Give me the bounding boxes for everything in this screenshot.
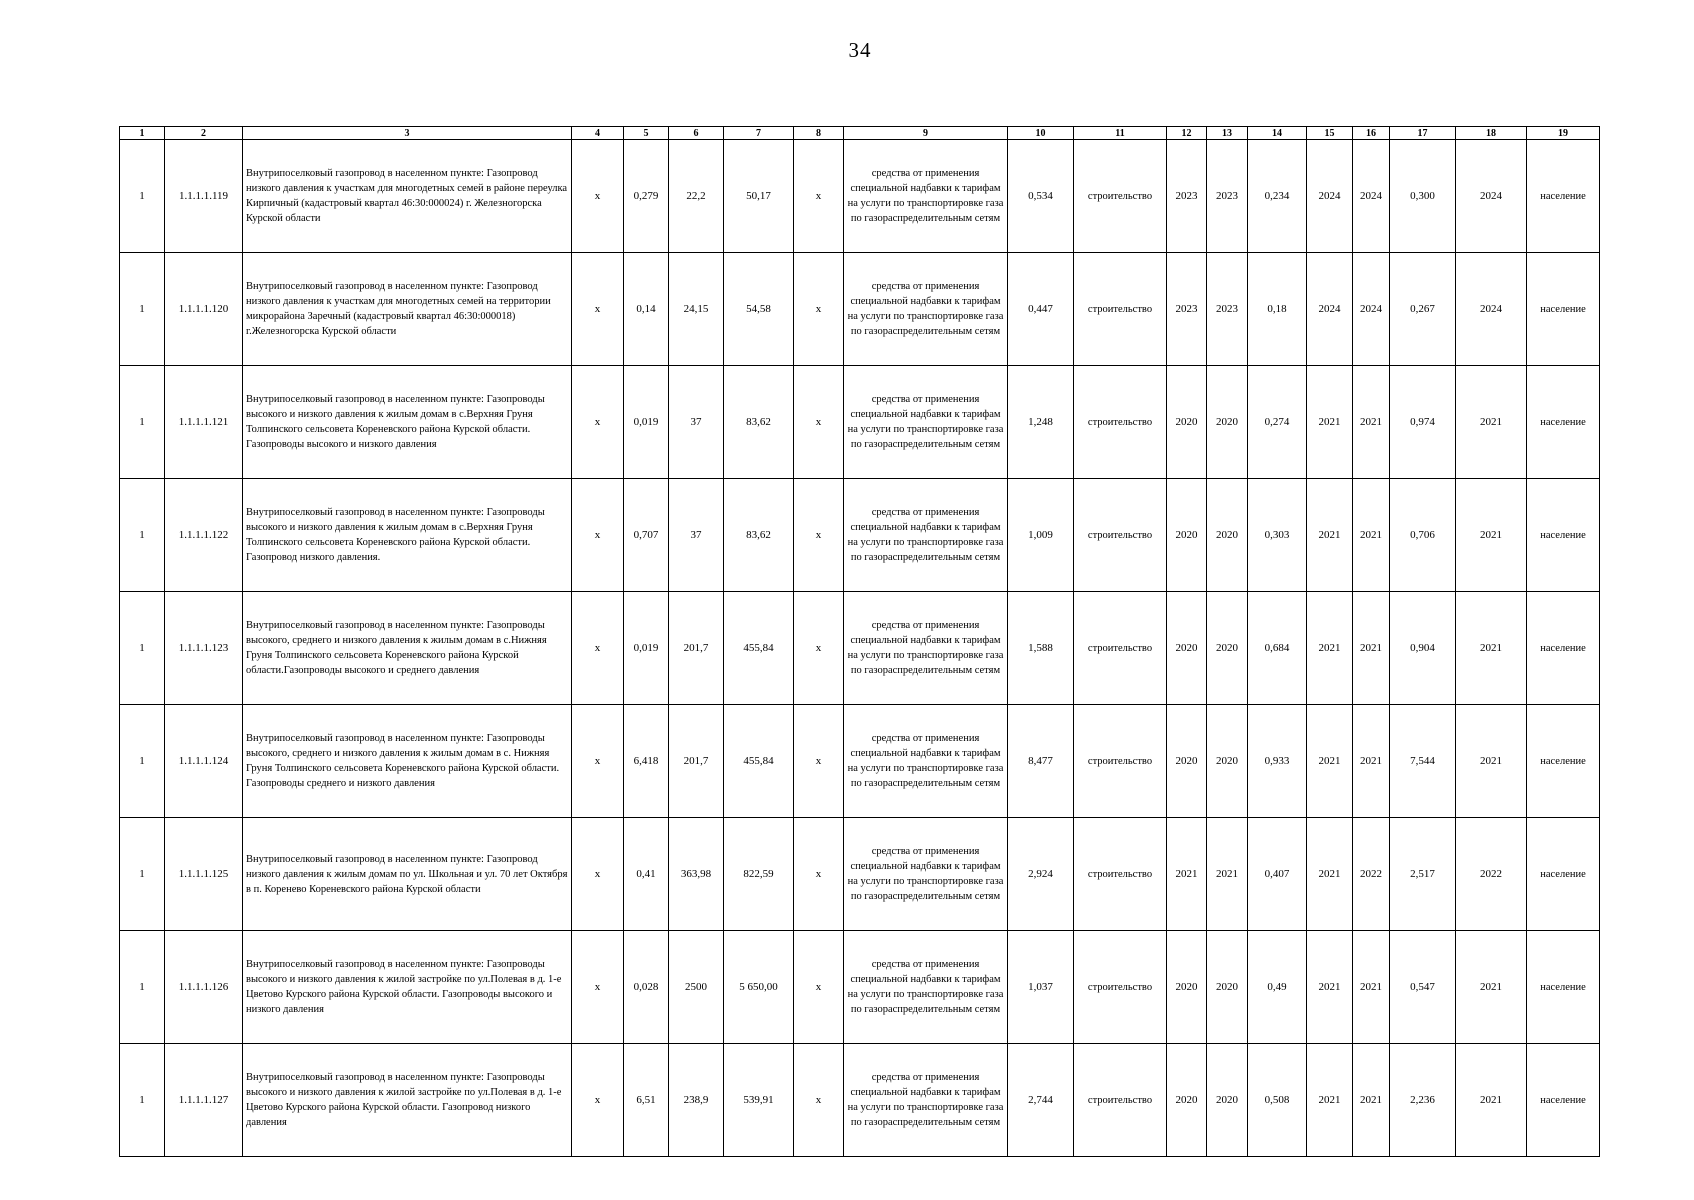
- funding-source-cell: средства от применения специальной надбавки к тарифам на услуги по транспортировке газа по газораспределительным сетям: [844, 479, 1008, 592]
- length-cell: 0,279: [624, 140, 669, 253]
- cell-14: 0,18: [1248, 253, 1307, 366]
- cell-4: x: [572, 818, 624, 931]
- cell-7: 455,84: [724, 592, 794, 705]
- column-header: 10: [1008, 127, 1074, 140]
- column-header: 14: [1248, 127, 1307, 140]
- cost-cell: 1,009: [1008, 479, 1074, 592]
- cell-6: 37: [669, 479, 724, 592]
- page-number: 34: [848, 38, 872, 62]
- cell-17: 0,974: [1390, 366, 1456, 479]
- cell-4: x: [572, 1044, 624, 1157]
- description-cell: Внутрипоселковый газопровод в населенном пункте: Газопровод низкого давления к жилым домам по ул. Школьная и ул. 70 лет Октября в п. Коренево Кореневского района Курской области: [243, 818, 572, 931]
- cell-16: 2024: [1353, 253, 1390, 366]
- description-cell: Внутрипоселковый газопровод в населенном пункте: Газопроводы высокого и низкого давления к жилым домам в с.Верхняя Груня Толпинского сельсовета Кореневского района Курской области. Газопроводы высокого и низкого давления: [243, 366, 572, 479]
- cell-7: 83,62: [724, 479, 794, 592]
- cell-16: 2022: [1353, 818, 1390, 931]
- length-cell: 0,019: [624, 366, 669, 479]
- investment-table: [119, 126, 1600, 1157]
- length-cell: 0,019: [624, 592, 669, 705]
- cell-7: 83,62: [724, 366, 794, 479]
- code-cell: 1.1.1.1.124: [165, 705, 243, 818]
- cell-7: 50,17: [724, 140, 794, 253]
- cell-13: 2020: [1207, 592, 1248, 705]
- cell-6: 201,7: [669, 592, 724, 705]
- group-cell: 1: [120, 140, 165, 253]
- column-header: 11: [1074, 127, 1167, 140]
- cell-13: 2023: [1207, 253, 1248, 366]
- group-cell: 1: [120, 253, 165, 366]
- cell-15: 2021: [1307, 479, 1353, 592]
- description-cell: Внутрипоселковый газопровод в населенном пункте: Газопроводы высокого, среднего и низкого давления к жилым домам в с.Нижняя Груня Толпинского сельсовета Кореневского района Курской области.Газопроводы высокого и среднего давления: [243, 592, 572, 705]
- cell-6: 37: [669, 366, 724, 479]
- cell-8: x: [794, 479, 844, 592]
- cell-7: 5 650,00: [724, 931, 794, 1044]
- beneficiary-cell: население: [1527, 253, 1600, 366]
- cost-cell: 1,588: [1008, 592, 1074, 705]
- table-row: [120, 479, 1600, 592]
- cell-15: 2021: [1307, 1044, 1353, 1157]
- cell-16: 2024: [1353, 140, 1390, 253]
- column-header: 4: [572, 127, 624, 140]
- cell-17: 0,904: [1390, 592, 1456, 705]
- work-type-cell: строительство: [1074, 818, 1167, 931]
- work-type-cell: строительство: [1074, 1044, 1167, 1157]
- length-cell: 0,028: [624, 931, 669, 1044]
- group-cell: 1: [120, 1044, 165, 1157]
- code-cell: 1.1.1.1.127: [165, 1044, 243, 1157]
- cell-16: 2021: [1353, 366, 1390, 479]
- cell-8: x: [794, 140, 844, 253]
- cell-6: 22,2: [669, 140, 724, 253]
- cell-14: 0,234: [1248, 140, 1307, 253]
- column-header: 1: [120, 127, 165, 140]
- table-row: [120, 1044, 1600, 1157]
- funding-source-cell: средства от применения специальной надбавки к тарифам на услуги по транспортировке газа по газораспределительным сетям: [844, 705, 1008, 818]
- start-year-cell: 2020: [1167, 705, 1207, 818]
- cell-14: 0,274: [1248, 366, 1307, 479]
- end-year-cell: 2024: [1456, 253, 1527, 366]
- column-header: 8: [794, 127, 844, 140]
- start-year-cell: 2023: [1167, 253, 1207, 366]
- cell-13: 2023: [1207, 140, 1248, 253]
- cell-17: 2,517: [1390, 818, 1456, 931]
- cell-8: x: [794, 592, 844, 705]
- cell-14: 0,508: [1248, 1044, 1307, 1157]
- start-year-cell: 2020: [1167, 931, 1207, 1044]
- cell-8: x: [794, 366, 844, 479]
- group-cell: 1: [120, 705, 165, 818]
- cell-8: x: [794, 705, 844, 818]
- cell-17: 0,267: [1390, 253, 1456, 366]
- length-cell: 0,41: [624, 818, 669, 931]
- cost-cell: 8,477: [1008, 705, 1074, 818]
- cell-15: 2021: [1307, 366, 1353, 479]
- cell-7: 539,91: [724, 1044, 794, 1157]
- code-cell: 1.1.1.1.125: [165, 818, 243, 931]
- cell-14: 0,303: [1248, 479, 1307, 592]
- cell-4: x: [572, 592, 624, 705]
- cell-8: x: [794, 931, 844, 1044]
- cell-13: 2020: [1207, 705, 1248, 818]
- description-cell: Внутрипоселковый газопровод в населенном пункте: Газопроводы высокого и низкого давления к жилой застройке по ул.Полевая в д. 1-е Цветово Курского района Курской области. Газопровод низкого давления: [243, 1044, 572, 1157]
- beneficiary-cell: население: [1527, 818, 1600, 931]
- column-header: 3: [243, 127, 572, 140]
- funding-source-cell: средства от применения специальной надбавки к тарифам на услуги по транспортировке газа по газораспределительным сетям: [844, 931, 1008, 1044]
- column-header: 7: [724, 127, 794, 140]
- description-cell: Внутрипоселковый газопровод в населенном пункте: Газопровод низкого давления к участкам для многодетных семей на территории микрорайона Заречный (кадастровый квартал 46:30:000018) г.Железногорска Курской области: [243, 253, 572, 366]
- code-cell: 1.1.1.1.126: [165, 931, 243, 1044]
- description-cell: Внутрипоселковый газопровод в населенном пункте: Газопровод низкого давления к участкам для многодетных семей в районе переулка Кирпичный (кадастровый квартал 46:30:000024) г. Железногорска Курской области: [243, 140, 572, 253]
- table-row: [120, 253, 1600, 366]
- work-type-cell: строительство: [1074, 140, 1167, 253]
- start-year-cell: 2020: [1167, 592, 1207, 705]
- funding-source-cell: средства от применения специальной надбавки к тарифам на услуги по транспортировке газа по газораспределительным сетям: [844, 592, 1008, 705]
- cell-17: 2,236: [1390, 1044, 1456, 1157]
- code-cell: 1.1.1.1.121: [165, 366, 243, 479]
- cost-cell: 2,924: [1008, 818, 1074, 931]
- cell-15: 2021: [1307, 705, 1353, 818]
- cost-cell: 0,534: [1008, 140, 1074, 253]
- column-header: 18: [1456, 127, 1527, 140]
- cell-15: 2024: [1307, 140, 1353, 253]
- cell-16: 2021: [1353, 479, 1390, 592]
- cell-16: 2021: [1353, 931, 1390, 1044]
- code-cell: 1.1.1.1.120: [165, 253, 243, 366]
- group-cell: 1: [120, 592, 165, 705]
- cost-cell: 1,248: [1008, 366, 1074, 479]
- table-row: [120, 592, 1600, 705]
- cell-4: x: [572, 140, 624, 253]
- group-cell: 1: [120, 931, 165, 1044]
- cell-7: 54,58: [724, 253, 794, 366]
- cell-6: 238,9: [669, 1044, 724, 1157]
- cost-cell: 0,447: [1008, 253, 1074, 366]
- cell-13: 2020: [1207, 1044, 1248, 1157]
- work-type-cell: строительство: [1074, 931, 1167, 1044]
- cell-14: 0,49: [1248, 931, 1307, 1044]
- cell-7: 822,59: [724, 818, 794, 931]
- table-row: [120, 140, 1600, 253]
- work-type-cell: строительство: [1074, 592, 1167, 705]
- cell-15: 2021: [1307, 931, 1353, 1044]
- cell-8: x: [794, 1044, 844, 1157]
- group-cell: 1: [120, 479, 165, 592]
- work-type-cell: строительство: [1074, 366, 1167, 479]
- work-type-cell: строительство: [1074, 479, 1167, 592]
- cell-17: 0,300: [1390, 140, 1456, 253]
- column-header: 6: [669, 127, 724, 140]
- funding-source-cell: средства от применения специальной надбавки к тарифам на услуги по транспортировке газа по газораспределительным сетям: [844, 140, 1008, 253]
- beneficiary-cell: население: [1527, 1044, 1600, 1157]
- column-header: 13: [1207, 127, 1248, 140]
- column-header: 15: [1307, 127, 1353, 140]
- end-year-cell: 2021: [1456, 705, 1527, 818]
- beneficiary-cell: население: [1527, 366, 1600, 479]
- cell-15: 2024: [1307, 253, 1353, 366]
- end-year-cell: 2021: [1456, 366, 1527, 479]
- funding-source-cell: средства от применения специальной надбавки к тарифам на услуги по транспортировке газа по газораспределительным сетям: [844, 818, 1008, 931]
- cell-14: 0,407: [1248, 818, 1307, 931]
- cell-13: 2020: [1207, 479, 1248, 592]
- column-number-row: [120, 127, 1600, 140]
- cell-6: 2500: [669, 931, 724, 1044]
- length-cell: 6,418: [624, 705, 669, 818]
- cell-17: 0,547: [1390, 931, 1456, 1044]
- cell-4: x: [572, 366, 624, 479]
- description-cell: Внутрипоселковый газопровод в населенном пункте: Газопроводы высокого и низкого давления к жилым домам в с.Верхняя Груня Толпинского сельсовета Кореневского района Курской области. Газопровод низкого давления.: [243, 479, 572, 592]
- description-cell: Внутрипоселковый газопровод в населенном пункте: Газопроводы высокого, среднего и низкого давления к жилым домам в с. Нижняя Груня Толпинского сельсовета Кореневского района Курской области. Газопроводы среднего и низкого давления: [243, 705, 572, 818]
- cell-4: x: [572, 479, 624, 592]
- code-cell: 1.1.1.1.122: [165, 479, 243, 592]
- start-year-cell: 2021: [1167, 818, 1207, 931]
- description-cell: Внутрипоселковый газопровод в населенном пункте: Газопроводы высокого и низкого давления к жилой застройке по ул.Полевая в д. 1-е Цветово Курского района Курской области. Газопроводы высокого и низкого давления: [243, 931, 572, 1044]
- cell-13: 2020: [1207, 931, 1248, 1044]
- column-header: 5: [624, 127, 669, 140]
- work-type-cell: строительство: [1074, 705, 1167, 818]
- cell-17: 0,706: [1390, 479, 1456, 592]
- table-row: [120, 705, 1600, 818]
- cost-cell: 2,744: [1008, 1044, 1074, 1157]
- end-year-cell: 2022: [1456, 818, 1527, 931]
- start-year-cell: 2023: [1167, 140, 1207, 253]
- length-cell: 6,51: [624, 1044, 669, 1157]
- beneficiary-cell: население: [1527, 705, 1600, 818]
- cell-6: 201,7: [669, 705, 724, 818]
- beneficiary-cell: население: [1527, 592, 1600, 705]
- beneficiary-cell: население: [1527, 479, 1600, 592]
- column-header: 19: [1527, 127, 1600, 140]
- funding-source-cell: средства от применения специальной надбавки к тарифам на услуги по транспортировке газа по газораспределительным сетям: [844, 366, 1008, 479]
- cell-15: 2021: [1307, 818, 1353, 931]
- column-header: 16: [1353, 127, 1390, 140]
- end-year-cell: 2021: [1456, 479, 1527, 592]
- table-row: [120, 931, 1600, 1044]
- beneficiary-cell: население: [1527, 931, 1600, 1044]
- cell-14: 0,684: [1248, 592, 1307, 705]
- code-cell: 1.1.1.1.123: [165, 592, 243, 705]
- cell-16: 2021: [1353, 705, 1390, 818]
- funding-source-cell: средства от применения специальной надбавки к тарифам на услуги по транспортировке газа по газораспределительным сетям: [844, 253, 1008, 366]
- code-cell: 1.1.1.1.119: [165, 140, 243, 253]
- cell-4: x: [572, 931, 624, 1044]
- end-year-cell: 2021: [1456, 592, 1527, 705]
- length-cell: 0,707: [624, 479, 669, 592]
- beneficiary-cell: население: [1527, 140, 1600, 253]
- cell-7: 455,84: [724, 705, 794, 818]
- cell-16: 2021: [1353, 1044, 1390, 1157]
- cell-15: 2021: [1307, 592, 1353, 705]
- end-year-cell: 2024: [1456, 140, 1527, 253]
- column-header: 17: [1390, 127, 1456, 140]
- start-year-cell: 2020: [1167, 479, 1207, 592]
- group-cell: 1: [120, 366, 165, 479]
- cell-6: 24,15: [669, 253, 724, 366]
- table-row: [120, 818, 1600, 931]
- end-year-cell: 2021: [1456, 931, 1527, 1044]
- start-year-cell: 2020: [1167, 1044, 1207, 1157]
- column-header: 9: [844, 127, 1008, 140]
- funding-source-cell: средства от применения специальной надбавки к тарифам на услуги по транспортировке газа по газораспределительным сетям: [844, 1044, 1008, 1157]
- cell-8: x: [794, 253, 844, 366]
- cost-cell: 1,037: [1008, 931, 1074, 1044]
- cell-16: 2021: [1353, 592, 1390, 705]
- cell-13: 2020: [1207, 366, 1248, 479]
- end-year-cell: 2021: [1456, 1044, 1527, 1157]
- start-year-cell: 2020: [1167, 366, 1207, 479]
- column-header: 2: [165, 127, 243, 140]
- group-cell: 1: [120, 818, 165, 931]
- cell-4: x: [572, 705, 624, 818]
- cell-4: x: [572, 253, 624, 366]
- cell-14: 0,933: [1248, 705, 1307, 818]
- cell-8: x: [794, 818, 844, 931]
- cell-6: 363,98: [669, 818, 724, 931]
- table-row: [120, 366, 1600, 479]
- cell-13: 2021: [1207, 818, 1248, 931]
- column-header: 12: [1167, 127, 1207, 140]
- cell-17: 7,544: [1390, 705, 1456, 818]
- work-type-cell: строительство: [1074, 253, 1167, 366]
- length-cell: 0,14: [624, 253, 669, 366]
